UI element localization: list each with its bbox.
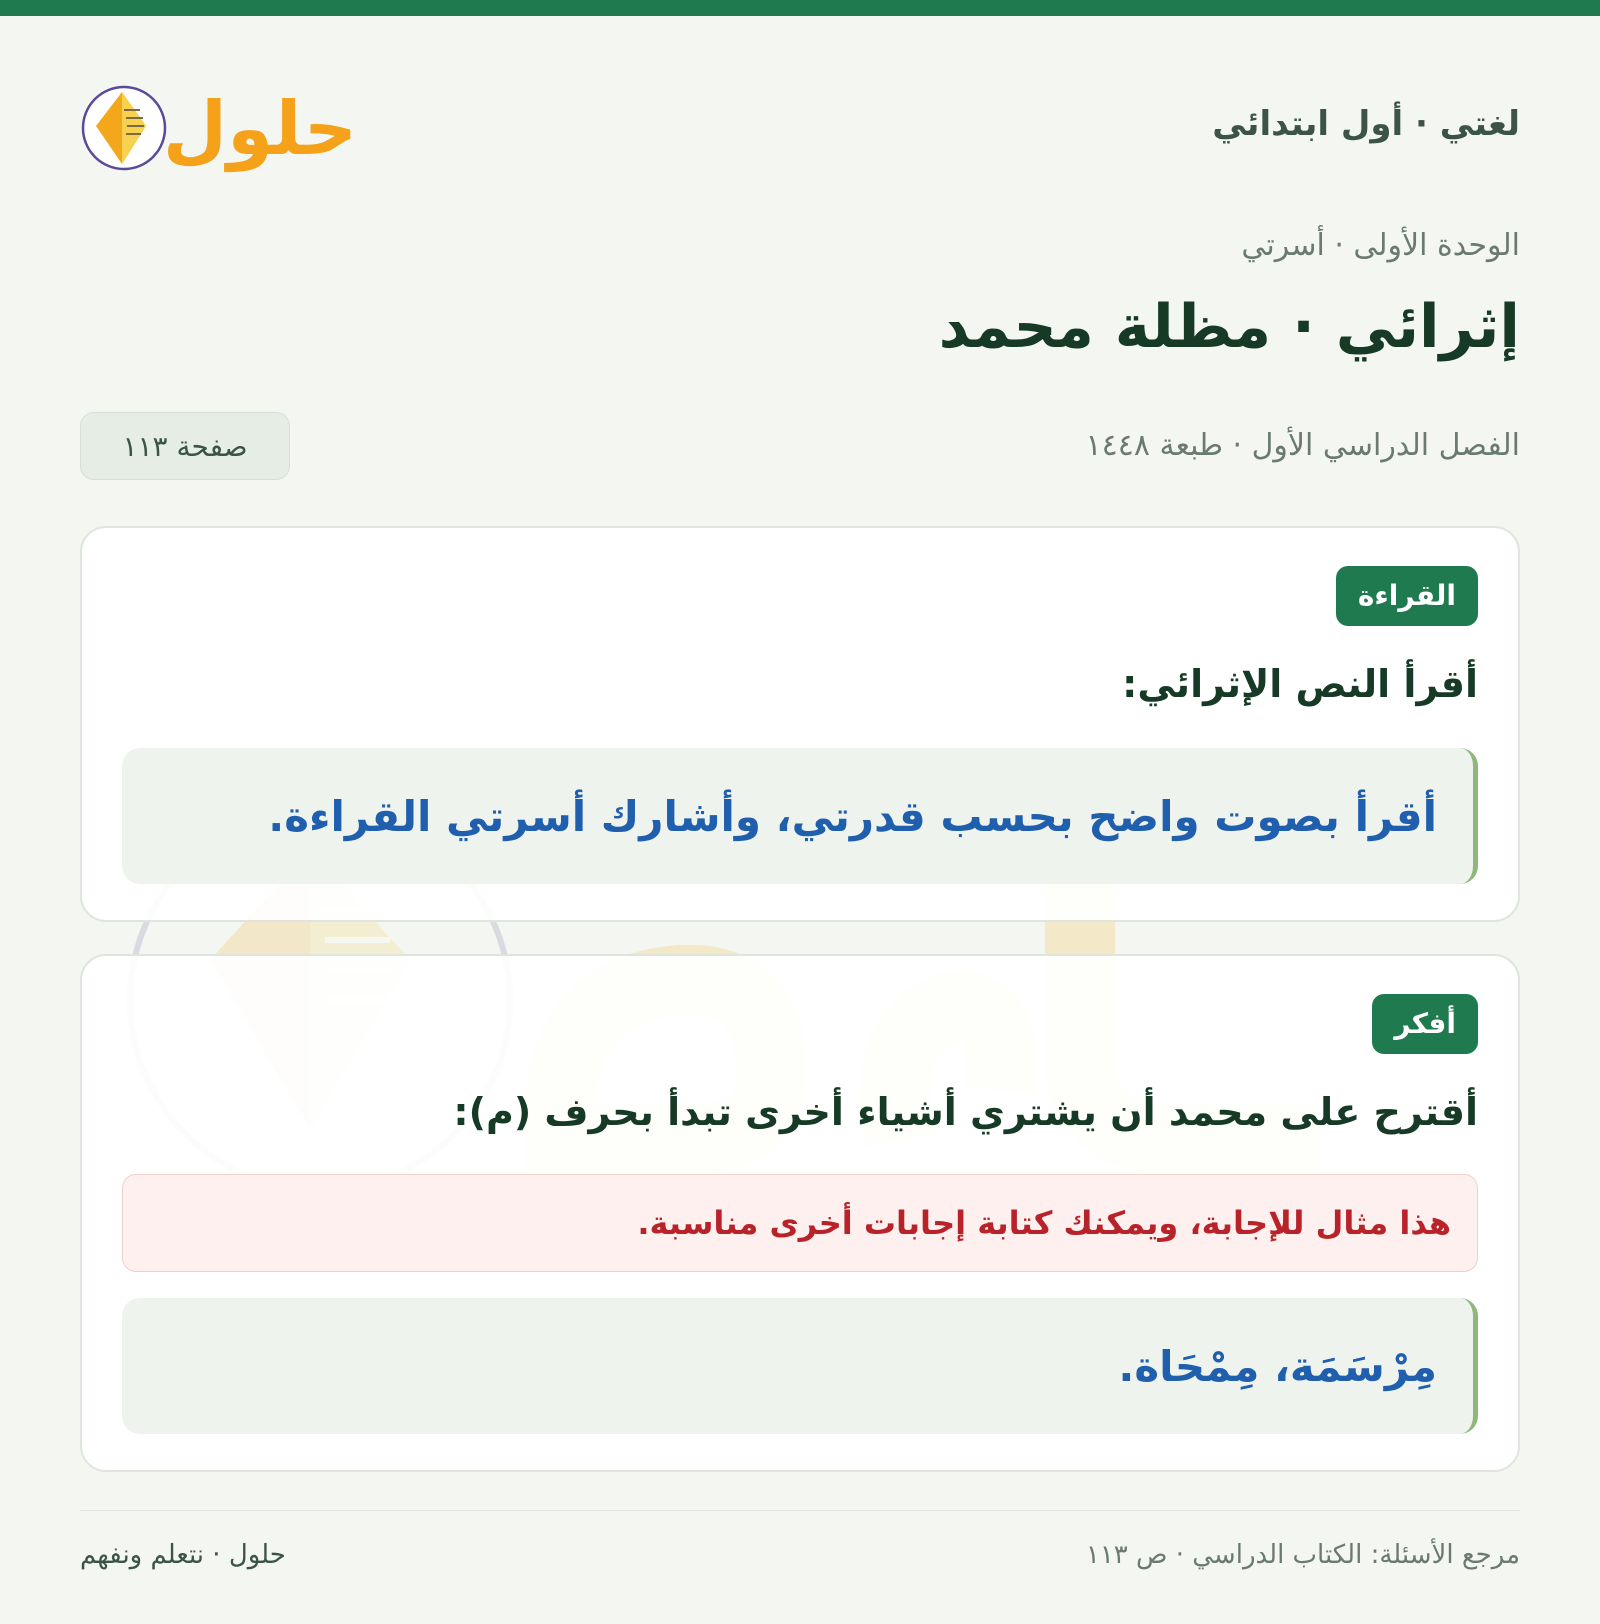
answer-box [122,748,1478,884]
footer-brand: حلول · نتعلم ونفهم [80,1540,286,1570]
footer-reference: مرجع الأسئلة: الكتاب الدراسي · ص ١١٣ [1085,1540,1520,1570]
unit-line: الوحدة الأولى · أسرتي [1241,228,1520,263]
section-card-reading [80,526,1520,922]
page-number-badge: صفحة ١١٣ [80,412,290,480]
section-badge: القراءة [1336,566,1478,626]
footer-divider [80,1510,1520,1511]
section-badge: أفكر [1372,994,1478,1054]
page-container [80,0,1520,1624]
lesson-title: إثرائي · مظلة محمد [938,292,1520,362]
semester-info: الفصل الدراسي الأول · طبعة ١٤٤٨ [1085,428,1520,463]
note-box [122,1174,1478,1272]
subject-title: لغتي · أول ابتدائي [1212,104,1520,144]
brand-logo[interactable] [80,68,360,180]
question-text: أقرأ النص الإثرائي: [1122,662,1478,706]
answer-text: مِرْسَمَة، مِمْحَاة. [1118,1341,1437,1391]
question-text: أقترح على محمد أن يشتري أشياء أخرى تبدأ بحرف (م): [453,1090,1478,1134]
svg-text:حلول: حلول [162,86,358,172]
book-circle-logo-icon [80,68,360,180]
header [80,68,1520,180]
answer-text: أقرأ بصوت واضح بحسب قدرتي، وأشارك أسرتي القراءة. [268,791,1437,841]
answer-box [122,1298,1478,1434]
note-text: هذا مثال للإجابة، ويمكنك كتابة إجابات أخرى مناسبة. [637,1204,1451,1242]
section-card-think [80,954,1520,1472]
